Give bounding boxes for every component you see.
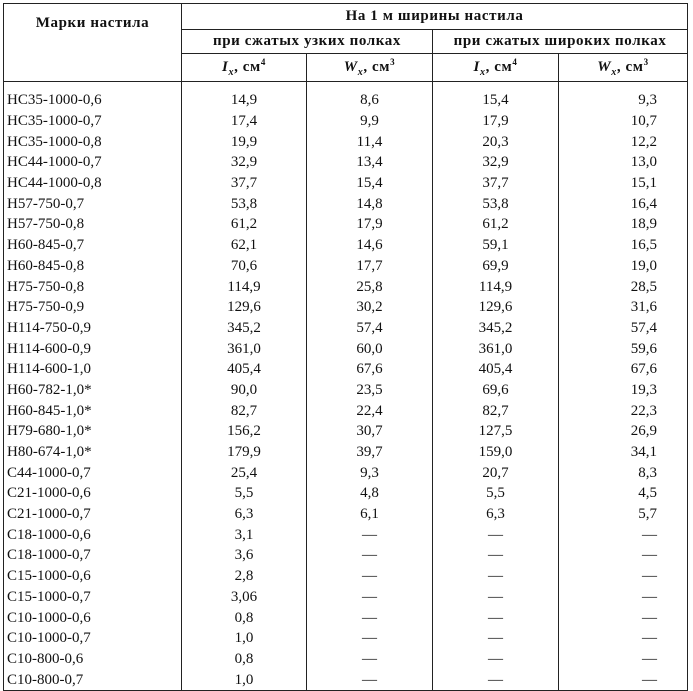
table-row	[4, 669, 688, 690]
wx-narrow-cell: 67,6	[307, 359, 433, 380]
table-row	[4, 587, 688, 608]
ix-narrow-cell: 3,06	[182, 587, 307, 608]
ix-wide-cell: 82,7	[433, 400, 559, 421]
wx-narrow-cell: —	[307, 545, 433, 566]
ix-narrow-cell: 90,0	[182, 380, 307, 401]
mark-cell: С18-1000-0,7	[4, 545, 182, 566]
table-row	[4, 400, 688, 421]
wx-wide-cell: 22,3	[559, 400, 688, 421]
mark-cell: С10-1000-0,7	[4, 628, 182, 649]
wx-wide-cell: 9,3	[559, 82, 688, 111]
wx-wide-cell: —	[559, 566, 688, 587]
mark-cell: Н60-845-0,7	[4, 235, 182, 256]
wx-narrow-cell: 9,3	[307, 462, 433, 483]
table-row	[4, 504, 688, 525]
wx-narrow-cell: 22,4	[307, 400, 433, 421]
wx-wide-cell: 18,9	[559, 214, 688, 235]
ix-wide-cell: —	[433, 566, 559, 587]
ix-narrow-cell: 129,6	[182, 297, 307, 318]
ix-narrow-cell: 2,8	[182, 566, 307, 587]
mark-cell: НС35-1000-0,8	[4, 131, 182, 152]
mark-cell: Н75-750-0,9	[4, 297, 182, 318]
wx-wide-cell: —	[559, 545, 688, 566]
ix-wide-cell: —	[433, 669, 559, 690]
ix-wide-cell: —	[433, 545, 559, 566]
ix-narrow-cell: 156,2	[182, 421, 307, 442]
wx-narrow-cell: —	[307, 524, 433, 545]
ix-narrow-cell: 37,7	[182, 173, 307, 194]
table-row	[4, 214, 688, 235]
ix-narrow-cell: 53,8	[182, 193, 307, 214]
ix-wide-cell: 159,0	[433, 442, 559, 463]
ix-narrow-cell: 179,9	[182, 442, 307, 463]
wx-wide-cell: —	[559, 587, 688, 608]
ix-wide-cell: 61,2	[433, 214, 559, 235]
mark-cell: Н75-750-0,8	[4, 276, 182, 297]
wx-wide-cell: 31,6	[559, 297, 688, 318]
table-row	[4, 607, 688, 628]
table-row	[4, 152, 688, 173]
wx-wide-cell: 26,9	[559, 421, 688, 442]
column-header-marks: Марки настила	[4, 4, 182, 82]
ix-wide-cell: 5,5	[433, 483, 559, 504]
wx-narrow-cell: 23,5	[307, 380, 433, 401]
ix-narrow-cell: 14,9	[182, 82, 307, 111]
ix-wide-cell: 69,6	[433, 380, 559, 401]
ix-wide-cell: 69,9	[433, 256, 559, 277]
wx-wide-cell: 12,2	[559, 131, 688, 152]
wx-wide-cell: —	[559, 524, 688, 545]
ix-narrow-cell: 19,9	[182, 131, 307, 152]
mark-cell: С10-1000-0,6	[4, 607, 182, 628]
wx-wide-cell: —	[559, 607, 688, 628]
ix-narrow-cell: 1,0	[182, 669, 307, 690]
mark-cell: Н114-600-1,0	[4, 359, 182, 380]
ix-wide-cell: 59,1	[433, 235, 559, 256]
wx-narrow-cell: 4,8	[307, 483, 433, 504]
wx-narrow-cell: —	[307, 649, 433, 670]
table-row	[4, 173, 688, 194]
table-row	[4, 297, 688, 318]
wx-narrow-cell: 17,9	[307, 214, 433, 235]
ix-narrow-cell: 114,9	[182, 276, 307, 297]
mark-cell: Н57-750-0,7	[4, 193, 182, 214]
wx-wide-cell: 4,5	[559, 483, 688, 504]
wx-wide-cell: 19,3	[559, 380, 688, 401]
wx-narrow-cell: 39,7	[307, 442, 433, 463]
mark-cell: Н114-750-0,9	[4, 318, 182, 339]
wx-wide-cell: 16,4	[559, 193, 688, 214]
wx-wide-cell: 15,1	[559, 173, 688, 194]
wx-narrow-cell: —	[307, 669, 433, 690]
column-header-ix-narrow: $I_x$, $см^4$	[182, 54, 307, 82]
table-row	[4, 256, 688, 277]
ix-wide-cell: 6,3	[433, 504, 559, 525]
ix-wide-cell: 114,9	[433, 276, 559, 297]
table-row	[4, 193, 688, 214]
table-body	[4, 82, 688, 691]
mark-cell: С18-1000-0,6	[4, 524, 182, 545]
wx-narrow-cell: —	[307, 587, 433, 608]
ix-narrow-cell: 0,8	[182, 607, 307, 628]
mark-cell: Н57-750-0,8	[4, 214, 182, 235]
ix-narrow-cell: 25,4	[182, 462, 307, 483]
mark-cell: С15-1000-0,7	[4, 587, 182, 608]
ix-narrow-cell: 0,8	[182, 649, 307, 670]
ix-narrow-cell: 17,4	[182, 111, 307, 132]
column-header-ix-wide: $I_x$, $см^4$	[433, 54, 559, 82]
ix-narrow-cell: 61,2	[182, 214, 307, 235]
mark-cell: Н114-600-0,9	[4, 338, 182, 359]
wx-wide-cell: —	[559, 669, 688, 690]
group-header-per-meter: На 1 м ширины настила	[182, 4, 688, 30]
mark-cell: НС44-1000-0,7	[4, 152, 182, 173]
wx-narrow-cell: —	[307, 628, 433, 649]
mark-cell: С10-800-0,6	[4, 649, 182, 670]
ix-wide-cell: —	[433, 628, 559, 649]
ix-wide-cell: 345,2	[433, 318, 559, 339]
mark-cell: Н80-674-1,0*	[4, 442, 182, 463]
mark-cell: С21-1000-0,6	[4, 483, 182, 504]
wx-narrow-cell: 30,2	[307, 297, 433, 318]
ix-narrow-cell: 62,1	[182, 235, 307, 256]
decking-properties-table	[3, 3, 688, 691]
table-row	[4, 380, 688, 401]
table-row	[4, 442, 688, 463]
mark-cell: Н60-782-1,0*	[4, 380, 182, 401]
ix-wide-cell: 129,6	[433, 297, 559, 318]
wx-wide-cell: 28,5	[559, 276, 688, 297]
wx-narrow-cell: 30,7	[307, 421, 433, 442]
ix-narrow-cell: 5,5	[182, 483, 307, 504]
mark-cell: С21-1000-0,7	[4, 504, 182, 525]
ix-narrow-cell: 70,6	[182, 256, 307, 277]
wx-narrow-cell: 14,6	[307, 235, 433, 256]
wx-wide-cell: 59,6	[559, 338, 688, 359]
ix-wide-cell: —	[433, 649, 559, 670]
table-row	[4, 338, 688, 359]
mark-cell: Н60-845-1,0*	[4, 400, 182, 421]
wx-wide-cell: 16,5	[559, 235, 688, 256]
ix-wide-cell: 53,8	[433, 193, 559, 214]
ix-narrow-cell: 6,3	[182, 504, 307, 525]
ix-narrow-cell: 361,0	[182, 338, 307, 359]
mark-cell: С44-1000-0,7	[4, 462, 182, 483]
wx-wide-cell: 34,1	[559, 442, 688, 463]
subheader-wide-flanges: при сжатых широких полках	[433, 30, 688, 54]
ix-wide-cell: —	[433, 524, 559, 545]
wx-narrow-cell: —	[307, 566, 433, 587]
ix-narrow-cell: 345,2	[182, 318, 307, 339]
table-row	[4, 82, 688, 111]
ix-narrow-cell: 3,1	[182, 524, 307, 545]
table-row	[4, 276, 688, 297]
ix-wide-cell: 405,4	[433, 359, 559, 380]
ix-wide-cell: —	[433, 587, 559, 608]
mark-cell: С10-800-0,7	[4, 669, 182, 690]
table-row	[4, 462, 688, 483]
table-row	[4, 566, 688, 587]
mark-cell: НС35-1000-0,7	[4, 111, 182, 132]
column-header-wx-wide: $W_x$, $см^3$	[559, 54, 688, 82]
ix-wide-cell: 17,9	[433, 111, 559, 132]
table-row	[4, 524, 688, 545]
wx-narrow-cell: 15,4	[307, 173, 433, 194]
wx-narrow-cell: 17,7	[307, 256, 433, 277]
wx-narrow-cell: —	[307, 607, 433, 628]
mark-cell: НС35-1000-0,6	[4, 82, 182, 111]
wx-wide-cell: 8,3	[559, 462, 688, 483]
wx-wide-cell: 13,0	[559, 152, 688, 173]
wx-wide-cell: —	[559, 628, 688, 649]
ix-narrow-cell: 405,4	[182, 359, 307, 380]
ix-wide-cell: 20,3	[433, 131, 559, 152]
table-row	[4, 318, 688, 339]
table-row	[4, 421, 688, 442]
table-row	[4, 235, 688, 256]
wx-narrow-cell: 8,6	[307, 82, 433, 111]
wx-narrow-cell: 11,4	[307, 131, 433, 152]
ix-wide-cell: 127,5	[433, 421, 559, 442]
ix-wide-cell: 37,7	[433, 173, 559, 194]
table-row	[4, 628, 688, 649]
mark-cell: Н60-845-0,8	[4, 256, 182, 277]
wx-narrow-cell: 57,4	[307, 318, 433, 339]
ix-wide-cell: —	[433, 607, 559, 628]
mark-cell: Н79-680-1,0*	[4, 421, 182, 442]
table-row	[4, 111, 688, 132]
wx-narrow-cell: 13,4	[307, 152, 433, 173]
subheader-narrow-flanges: при сжатых узких полках	[182, 30, 433, 54]
wx-wide-cell: —	[559, 649, 688, 670]
wx-narrow-cell: 25,8	[307, 276, 433, 297]
wx-narrow-cell: 6,1	[307, 504, 433, 525]
table-row	[4, 545, 688, 566]
ix-narrow-cell: 1,0	[182, 628, 307, 649]
wx-wide-cell: 19,0	[559, 256, 688, 277]
column-header-wx-narrow: $W_x$, $см^3$	[307, 54, 433, 82]
wx-wide-cell: 5,7	[559, 504, 688, 525]
wx-narrow-cell: 60,0	[307, 338, 433, 359]
table-row	[4, 483, 688, 504]
table-row	[4, 131, 688, 152]
wx-wide-cell: 10,7	[559, 111, 688, 132]
ix-wide-cell: 361,0	[433, 338, 559, 359]
wx-wide-cell: 67,6	[559, 359, 688, 380]
wx-narrow-cell: 14,8	[307, 193, 433, 214]
ix-narrow-cell: 82,7	[182, 400, 307, 421]
ix-narrow-cell: 32,9	[182, 152, 307, 173]
table-row	[4, 649, 688, 670]
ix-wide-cell: 20,7	[433, 462, 559, 483]
document-page	[3, 3, 688, 691]
mark-cell: С15-1000-0,6	[4, 566, 182, 587]
table-header	[4, 4, 688, 82]
ix-wide-cell: 32,9	[433, 152, 559, 173]
ix-wide-cell: 15,4	[433, 82, 559, 111]
mark-cell: НС44-1000-0,8	[4, 173, 182, 194]
table-row	[4, 359, 688, 380]
ix-narrow-cell: 3,6	[182, 545, 307, 566]
wx-wide-cell: 57,4	[559, 318, 688, 339]
wx-narrow-cell: 9,9	[307, 111, 433, 132]
